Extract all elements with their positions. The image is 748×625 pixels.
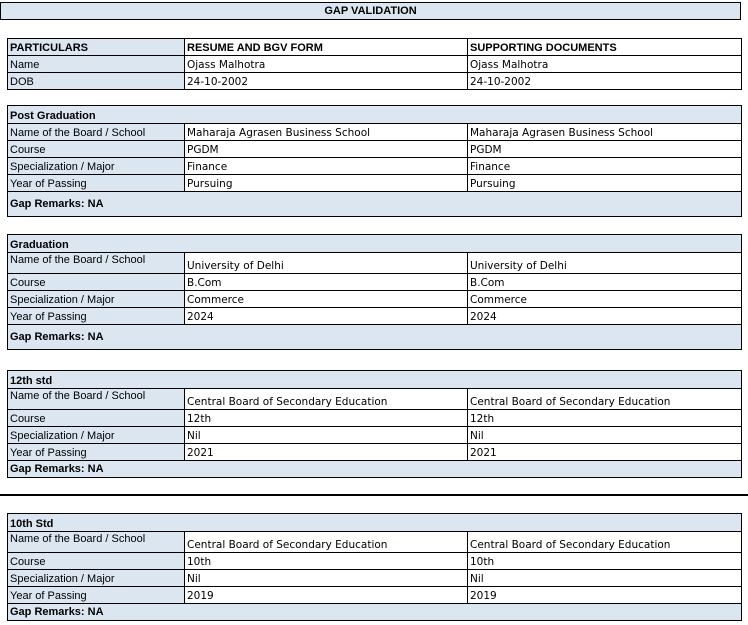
- row-label: Name of the Board / School: [8, 253, 185, 274]
- header-row: [8, 39, 742, 56]
- resume-value: Nil: [185, 427, 468, 444]
- resume-value: Nil: [185, 570, 468, 587]
- table-row: [8, 587, 742, 604]
- section-heading-row: [8, 514, 742, 532]
- remarks-row: [8, 604, 742, 621]
- docs-value: Central Board of Secondary Education: [468, 389, 742, 410]
- table-row: [8, 175, 742, 192]
- section-heading: 12th std: [8, 371, 742, 389]
- section-heading-row: [8, 106, 742, 124]
- resume-value: Pursuing: [185, 175, 468, 192]
- row-label: Name of the Board / School: [8, 532, 185, 553]
- remarks-row: [8, 325, 742, 350]
- section-heading: Post Graduation: [8, 106, 742, 124]
- docs-value: Nil: [468, 427, 742, 444]
- docs-value: Maharaja Agrasen Business School: [468, 124, 742, 141]
- docs-value: PGDM: [468, 141, 742, 158]
- resume-value: Finance: [185, 158, 468, 175]
- row-label: Course: [8, 553, 185, 570]
- docs-value: B.Com: [468, 274, 742, 291]
- resume-value: 2019: [185, 587, 468, 604]
- resume-value: 24-10-2002: [185, 73, 468, 90]
- remarks-row: [8, 461, 742, 478]
- row-label: DOB: [8, 73, 185, 90]
- docs-value: 2021: [468, 444, 742, 461]
- table-row: [8, 124, 742, 141]
- table-row: [8, 158, 742, 175]
- docs-value: Central Board of Secondary Education: [468, 532, 742, 553]
- section-heading-row: [8, 371, 742, 389]
- docs-value: University of Delhi: [468, 253, 742, 274]
- docs-value: 10th: [468, 553, 742, 570]
- row-label: Name: [8, 56, 185, 73]
- table-row: [8, 56, 742, 73]
- docs-value: Ojass Malhotra: [468, 56, 742, 73]
- resume-value: Ojass Malhotra: [185, 56, 468, 73]
- twelfth-std-table: [7, 370, 742, 478]
- resume-value: 2024: [185, 308, 468, 325]
- row-label: Year of Passing: [8, 444, 185, 461]
- header-resume: RESUME AND BGV FORM: [185, 39, 468, 56]
- resume-value: Maharaja Agrasen Business School: [185, 124, 468, 141]
- resume-value: University of Delhi: [185, 253, 468, 274]
- personal-details-table: [7, 38, 742, 90]
- resume-value: 2021: [185, 444, 468, 461]
- table-row: [8, 444, 742, 461]
- row-label: Name of the Board / School: [8, 124, 185, 141]
- row-label: Specialization / Major: [8, 427, 185, 444]
- row-label: Year of Passing: [8, 587, 185, 604]
- table-row: [8, 410, 742, 427]
- table-row: [8, 73, 742, 90]
- docs-value: Finance: [468, 158, 742, 175]
- section-heading: Graduation: [8, 235, 742, 253]
- docs-value: 24-10-2002: [468, 73, 742, 90]
- row-label: Specialization / Major: [8, 570, 185, 587]
- gap-remarks: Gap Remarks: NA: [8, 192, 742, 217]
- gap-remarks: Gap Remarks: NA: [8, 604, 742, 621]
- gap-remarks: Gap Remarks: NA: [8, 325, 742, 350]
- section-heading: 10th Std: [8, 514, 742, 532]
- docs-value: Nil: [468, 570, 742, 587]
- resume-value: B.Com: [185, 274, 468, 291]
- tenth-std-table: [7, 513, 742, 621]
- row-label: Year of Passing: [8, 175, 185, 192]
- resume-value: Central Board of Secondary Education: [185, 532, 468, 553]
- remarks-row: [8, 192, 742, 217]
- resume-value: 10th: [185, 553, 468, 570]
- gap-remarks: Gap Remarks: NA: [8, 461, 742, 478]
- row-label: Course: [8, 410, 185, 427]
- resume-value: PGDM: [185, 141, 468, 158]
- table-row: [8, 308, 742, 325]
- row-label: Year of Passing: [8, 308, 185, 325]
- resume-value: 12th: [185, 410, 468, 427]
- docs-value: 2019: [468, 587, 742, 604]
- table-row: [8, 274, 742, 291]
- docs-value: 2024: [468, 308, 742, 325]
- page-title: GAP VALIDATION: [0, 2, 741, 20]
- table-row: [8, 532, 742, 553]
- graduation-table: [7, 234, 742, 350]
- table-row: [8, 291, 742, 308]
- section-divider: [0, 494, 748, 496]
- docs-value: Pursuing: [468, 175, 742, 192]
- header-particulars: PARTICULARS: [8, 39, 185, 56]
- row-label: Course: [8, 274, 185, 291]
- table-row: [8, 141, 742, 158]
- row-label: Specialization / Major: [8, 158, 185, 175]
- row-label: Specialization / Major: [8, 291, 185, 308]
- docs-value: Commerce: [468, 291, 742, 308]
- table-row: [8, 570, 742, 587]
- resume-value: Commerce: [185, 291, 468, 308]
- row-label: Course: [8, 141, 185, 158]
- header-docs: SUPPORTING DOCUMENTS: [468, 39, 742, 56]
- docs-value: 12th: [468, 410, 742, 427]
- table-row: [8, 553, 742, 570]
- table-row: [8, 389, 742, 410]
- resume-value: Central Board of Secondary Education: [185, 389, 468, 410]
- post-graduation-table: [7, 105, 742, 217]
- section-heading-row: [8, 235, 742, 253]
- table-row: [8, 253, 742, 274]
- table-row: [8, 427, 742, 444]
- row-label: Name of the Board / School: [8, 389, 185, 410]
